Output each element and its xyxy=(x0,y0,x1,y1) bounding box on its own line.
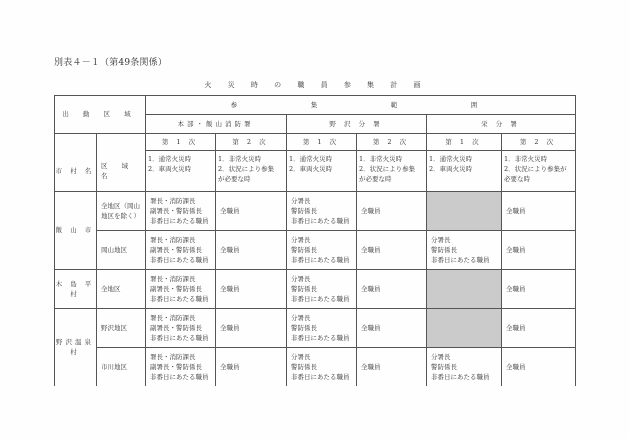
grid-line xyxy=(54,308,576,309)
cell-text: 2．状況により参集 xyxy=(359,165,416,173)
cell-text: 非番日にあたる職員 xyxy=(291,216,350,225)
honbu-phase2 xyxy=(215,269,286,308)
cell-text: 全職員 xyxy=(506,245,526,254)
document-caption: 別表４－１（第49条関係） xyxy=(54,58,168,68)
grid-line xyxy=(145,150,576,151)
nozawa-phase2 xyxy=(356,269,426,308)
cell-text: 分署長 xyxy=(431,352,451,361)
cell-text: 副署長・警防係長 xyxy=(150,245,202,254)
honbu-phase1 xyxy=(145,347,215,386)
document-title: 火 災 時 の 職 員 参 集 計 画 xyxy=(204,81,426,89)
honbu-phase1 xyxy=(145,308,215,347)
phase2-header xyxy=(215,133,286,150)
phase2-conditions xyxy=(215,150,286,191)
grid-line xyxy=(356,133,357,386)
cell-text: 全職員 xyxy=(361,323,381,332)
cell-text: 市 村 名 xyxy=(55,166,95,175)
cell-text: 非番日にあたる職員 xyxy=(291,372,350,381)
cell-text: が必要な時 xyxy=(359,175,392,183)
cell-text: 非番日にあたる職員 xyxy=(291,255,350,264)
district-name xyxy=(96,269,145,308)
cell-text: 副署長・警防係長 xyxy=(150,284,202,293)
cell-text: 警防係長 xyxy=(291,284,317,293)
cell-text: 2．状況により参集 xyxy=(218,165,275,173)
phase2-conditions xyxy=(501,150,575,191)
honbu-phase2 xyxy=(215,191,286,230)
cell-text: 全職員 xyxy=(220,245,240,254)
phase1-conditions xyxy=(145,150,215,191)
cell-text: 1．通常火災時 xyxy=(429,155,473,163)
cell-text: 署長・消防課長 xyxy=(150,274,196,283)
cell-text: 非番日にあたる職員 xyxy=(150,255,209,264)
cell-text: 分署長 xyxy=(291,352,311,361)
cell-text: 非番日にあたる職員 xyxy=(291,333,350,342)
cell-text: 2．車両火災時 xyxy=(429,165,473,173)
grid-line xyxy=(54,95,576,96)
cell-text: 警防係長 xyxy=(291,362,317,371)
range-header-char: 囲 xyxy=(470,100,478,109)
station-header xyxy=(286,114,426,133)
cell-text: 全職員 xyxy=(506,362,526,371)
cell-text: 署長・消防課長 xyxy=(150,313,196,322)
district-name xyxy=(96,191,145,230)
grid-line xyxy=(215,133,216,386)
cell-text: 分署長 xyxy=(431,235,451,244)
honbu-phase2 xyxy=(215,347,286,386)
phase1-conditions xyxy=(286,150,356,191)
cell-text: 栄 分 署 xyxy=(481,119,520,128)
cell-text: 第 2 次 xyxy=(372,137,410,146)
grid-line xyxy=(501,133,502,386)
municipality-header xyxy=(54,150,96,191)
cell-text: 全職員 xyxy=(506,323,526,332)
honbu-phase2 xyxy=(215,230,286,269)
municipality-name xyxy=(54,191,96,269)
nozawa-phase2 xyxy=(356,230,426,269)
nozawa-phase1 xyxy=(286,347,356,386)
cell-text: 分署長 xyxy=(291,274,311,283)
phase2-conditions xyxy=(356,150,426,191)
honbu-phase1 xyxy=(145,191,215,230)
sakae-phase1 xyxy=(426,347,501,386)
sakae-phase2 xyxy=(501,269,575,308)
range-header-char: 集 xyxy=(310,100,318,109)
sakae-phase1 xyxy=(426,230,501,269)
cell-text: 分署長 xyxy=(291,313,311,322)
municipality-name xyxy=(54,269,96,308)
nozawa-phase1 xyxy=(286,191,356,230)
cell-text: 第 1 次 xyxy=(161,137,199,146)
sakae-phase2 xyxy=(501,191,575,230)
cell-text: 全職員 xyxy=(361,362,381,371)
cell-text: 本部・飯山消防署 xyxy=(177,119,254,128)
grid-line xyxy=(96,133,97,386)
cell-text: 2．状況により参集が xyxy=(504,165,567,173)
range-header-char: 範 xyxy=(390,100,398,109)
cell-text: が必要な時 xyxy=(218,175,251,183)
phase1-header xyxy=(286,133,356,150)
nozawa-phase2 xyxy=(356,191,426,230)
cell-text: 飯 山 市 xyxy=(55,226,95,234)
staff-assembly-table xyxy=(54,95,575,386)
area-header xyxy=(54,95,145,133)
nozawa-phase1 xyxy=(286,230,356,269)
honbu-phase2 xyxy=(215,308,286,347)
cell-text: 非番日にあたる職員 xyxy=(150,372,209,381)
honbu-phase1 xyxy=(145,269,215,308)
municipality-name xyxy=(54,308,96,386)
cell-text: 非番日にあたる職員 xyxy=(150,333,209,342)
cell-text: 副署長・警防係長 xyxy=(150,362,202,371)
cell-text: 全職員 xyxy=(361,245,381,254)
cell-text: 出 動 区 域 xyxy=(62,110,137,118)
nozawa-phase1 xyxy=(286,308,356,347)
station-header xyxy=(145,114,286,133)
cell-text: 警防係長 xyxy=(431,362,457,371)
sakae-phase2 xyxy=(501,347,575,386)
cell-text: 野沢地区 xyxy=(101,323,127,332)
cell-text: 1．非常火災時 xyxy=(218,155,262,163)
cell-text: 全職員 xyxy=(361,284,381,293)
cell-text: 署長・消防課長 xyxy=(150,235,196,244)
sakae-phase2 xyxy=(501,230,575,269)
cell-text: 区 域 名 xyxy=(101,161,135,180)
grid-line xyxy=(54,95,55,386)
cell-text: 全職員 xyxy=(506,284,526,293)
cell-text: 全職員 xyxy=(506,206,526,215)
district-name xyxy=(96,308,145,347)
phase1-header xyxy=(426,133,501,150)
cell-text: 非番日にあたる職員 xyxy=(291,294,350,303)
cell-text: 全職員 xyxy=(220,362,240,371)
cell-text: 1．非常火災時 xyxy=(359,155,403,163)
cell-text: 1．非常火災時 xyxy=(504,155,548,163)
cell-text: 岡山地区 xyxy=(101,245,127,254)
district-header xyxy=(96,150,145,191)
cell-text: 副署長・警防係長 xyxy=(150,323,202,332)
nozawa-phase2 xyxy=(356,347,426,386)
shaded-cell xyxy=(426,308,501,347)
cell-text: 非番日にあたる職員 xyxy=(431,372,490,381)
cell-text: 全職員 xyxy=(220,206,240,215)
grid-line xyxy=(54,133,576,134)
cell-text: 全職員 xyxy=(220,323,240,332)
grid-line xyxy=(96,230,576,231)
cell-text: 署長・消防課長 xyxy=(150,352,196,361)
station-header xyxy=(426,114,575,133)
cell-text: 警防係長 xyxy=(431,245,457,254)
cell-text: 野沢温泉村 xyxy=(56,338,94,356)
cell-text: 必要な時 xyxy=(504,175,530,183)
cell-text: 非番日にあたる職員 xyxy=(150,216,209,225)
range-header xyxy=(145,95,575,114)
phase1-conditions xyxy=(426,150,501,191)
grid-line xyxy=(54,191,576,192)
cell-text: 全地区 xyxy=(101,284,121,293)
cell-text: 2．車両火災時 xyxy=(148,165,192,173)
grid-line xyxy=(54,269,576,270)
cell-text: 分署長 xyxy=(291,235,311,244)
cell-text: 野 沢 分 署 xyxy=(329,119,383,128)
cell-text: 署長・消防課長 xyxy=(150,196,196,205)
grid-line xyxy=(145,95,146,386)
cell-text: 第 2 次 xyxy=(519,137,557,146)
grid-line xyxy=(96,347,576,348)
sakae-phase2 xyxy=(501,308,575,347)
cell-text: 第 1 次 xyxy=(302,137,340,146)
cell-text: 全地区（岡山地区を除く） xyxy=(101,201,140,220)
shaded-cell xyxy=(426,191,501,230)
range-header-char: 参 xyxy=(230,100,238,109)
cell-text: 分署長 xyxy=(291,196,311,205)
cell-text: 2．車両火災時 xyxy=(289,165,333,173)
cell-text: 第 1 次 xyxy=(445,137,482,146)
cell-text: 非番日にあたる職員 xyxy=(150,294,209,303)
nozawa-phase2 xyxy=(356,308,426,347)
cell-text: 1．通常火災時 xyxy=(148,155,192,163)
cell-text: 警防係長 xyxy=(291,245,317,254)
cell-text: 市川地区 xyxy=(101,362,127,371)
nozawa-phase1 xyxy=(286,269,356,308)
phase1-header xyxy=(145,133,215,150)
grid-line xyxy=(286,114,287,386)
grid-line xyxy=(426,114,427,386)
cell-text: 副署長・警防係長 xyxy=(150,206,202,215)
cell-text: 全職員 xyxy=(361,206,381,215)
shaded-cell xyxy=(426,269,501,308)
cell-text: 非番日にあたる職員 xyxy=(431,255,490,264)
cell-text: 警防係長 xyxy=(291,323,317,332)
phase2-header xyxy=(356,133,426,150)
grid-line xyxy=(145,114,576,115)
grid-line xyxy=(575,95,576,386)
cell-text: 全職員 xyxy=(220,284,240,293)
district-name xyxy=(96,347,145,386)
cell-text: 警防係長 xyxy=(291,206,317,215)
cell-text: 1．通常火災時 xyxy=(289,155,333,163)
cell-text: 木 島 平 村 xyxy=(55,279,95,298)
honbu-phase1 xyxy=(145,230,215,269)
cell-text: 第 2 次 xyxy=(232,137,269,146)
phase2-header xyxy=(501,133,575,150)
district-name xyxy=(96,230,145,269)
